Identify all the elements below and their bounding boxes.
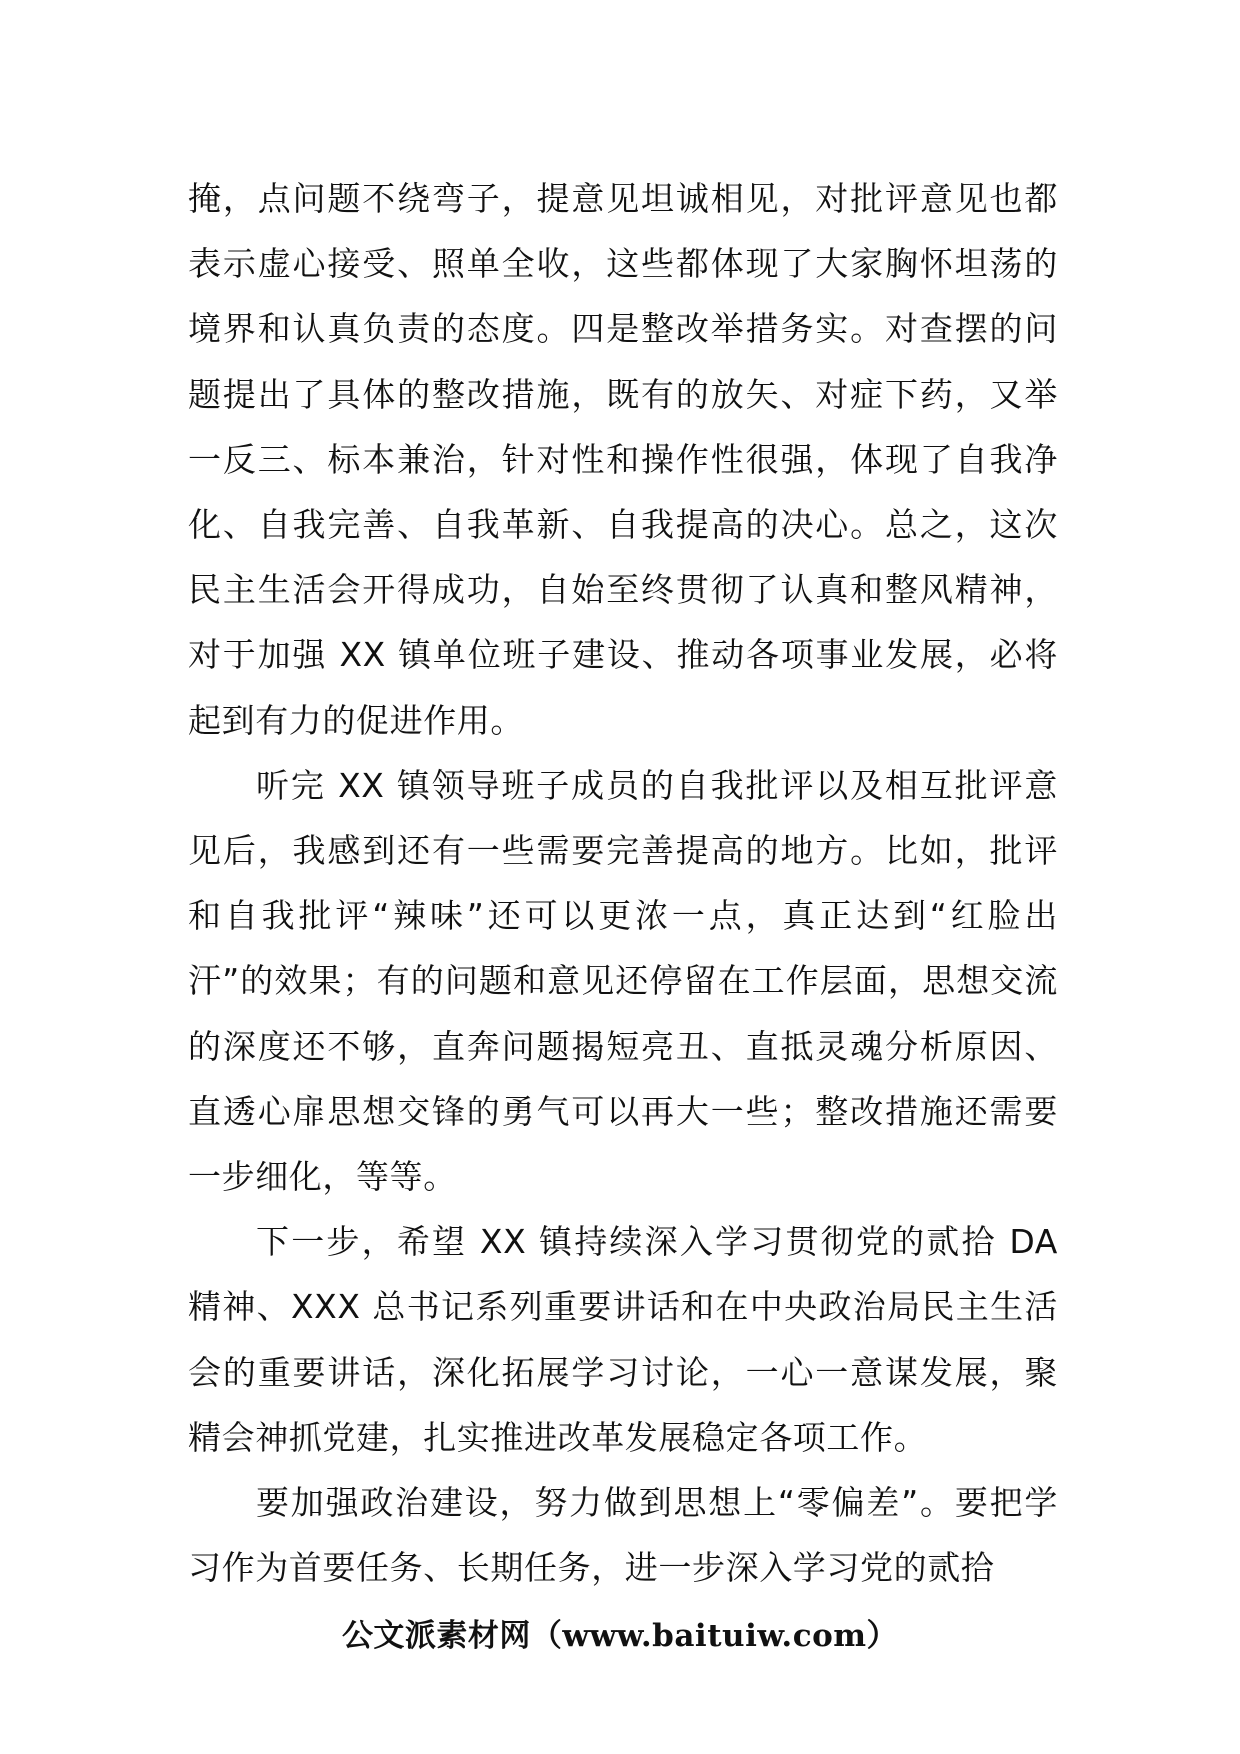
paragraph-2: 听完 XX 镇领导班子成员的自我批评以及相互批评意见后，我感到还有一些需要完善提高的地方。比如，批评和自我批评“辣味”还可以更浓一点，真正达到“红脸出汗”的效果；有的问题和意见还停留在工作层面，思想交流的深度还不够，直奔问题揭短亮丑、直抵灵魂分析原因、直透心扉思想交锋的勇气可以再大一些；整改措施还需要一步细化，等等。 — [188, 765, 1058, 1197]
paragraph-1: 掩，点问题不绕弯子，提意见坦诚相见，对批评意见也都表示虚心接受、照单全收，这些都体现了大家胸怀坦荡的境界和认真负责的态度。四是整改举措务实。对查摆的问题提出了具体的整改措施，既有的放矢、对症下药，又举一反三、标本兼治，针对性和操作性很强，体现了自我净化、自我完善、自我革新、自我提高的决心。总之，这次民主生活会开得成功，自始至终贯彻了认真和整风精神，对于加强 XX 镇单位班子建设、推动各项事业发展，必将起到有力的促进作用。 — [188, 179, 1058, 740]
document-body — [188, 166, 1058, 1600]
paragraph-4: 要加强政治建设，努力做到思想上“零偏差”。要把学习作为首要任务、长期任务，进一步深入学习党的贰拾 — [188, 1483, 1058, 1588]
paragraph-3: 下一步，希望 XX 镇持续深入学习贯彻党的贰拾 DA 精神、XXX 总书记系列重要讲话和在中央政治局民主生活会的重要讲话，深化拓展学习讨论，一心一意谋发展，聚精会神抓党建，扎实推进改革发展稳定各项工作。 — [188, 1222, 1058, 1457]
page-footer-source: 公文派素材网（www.baituiw.com） — [341, 1618, 899, 1654]
